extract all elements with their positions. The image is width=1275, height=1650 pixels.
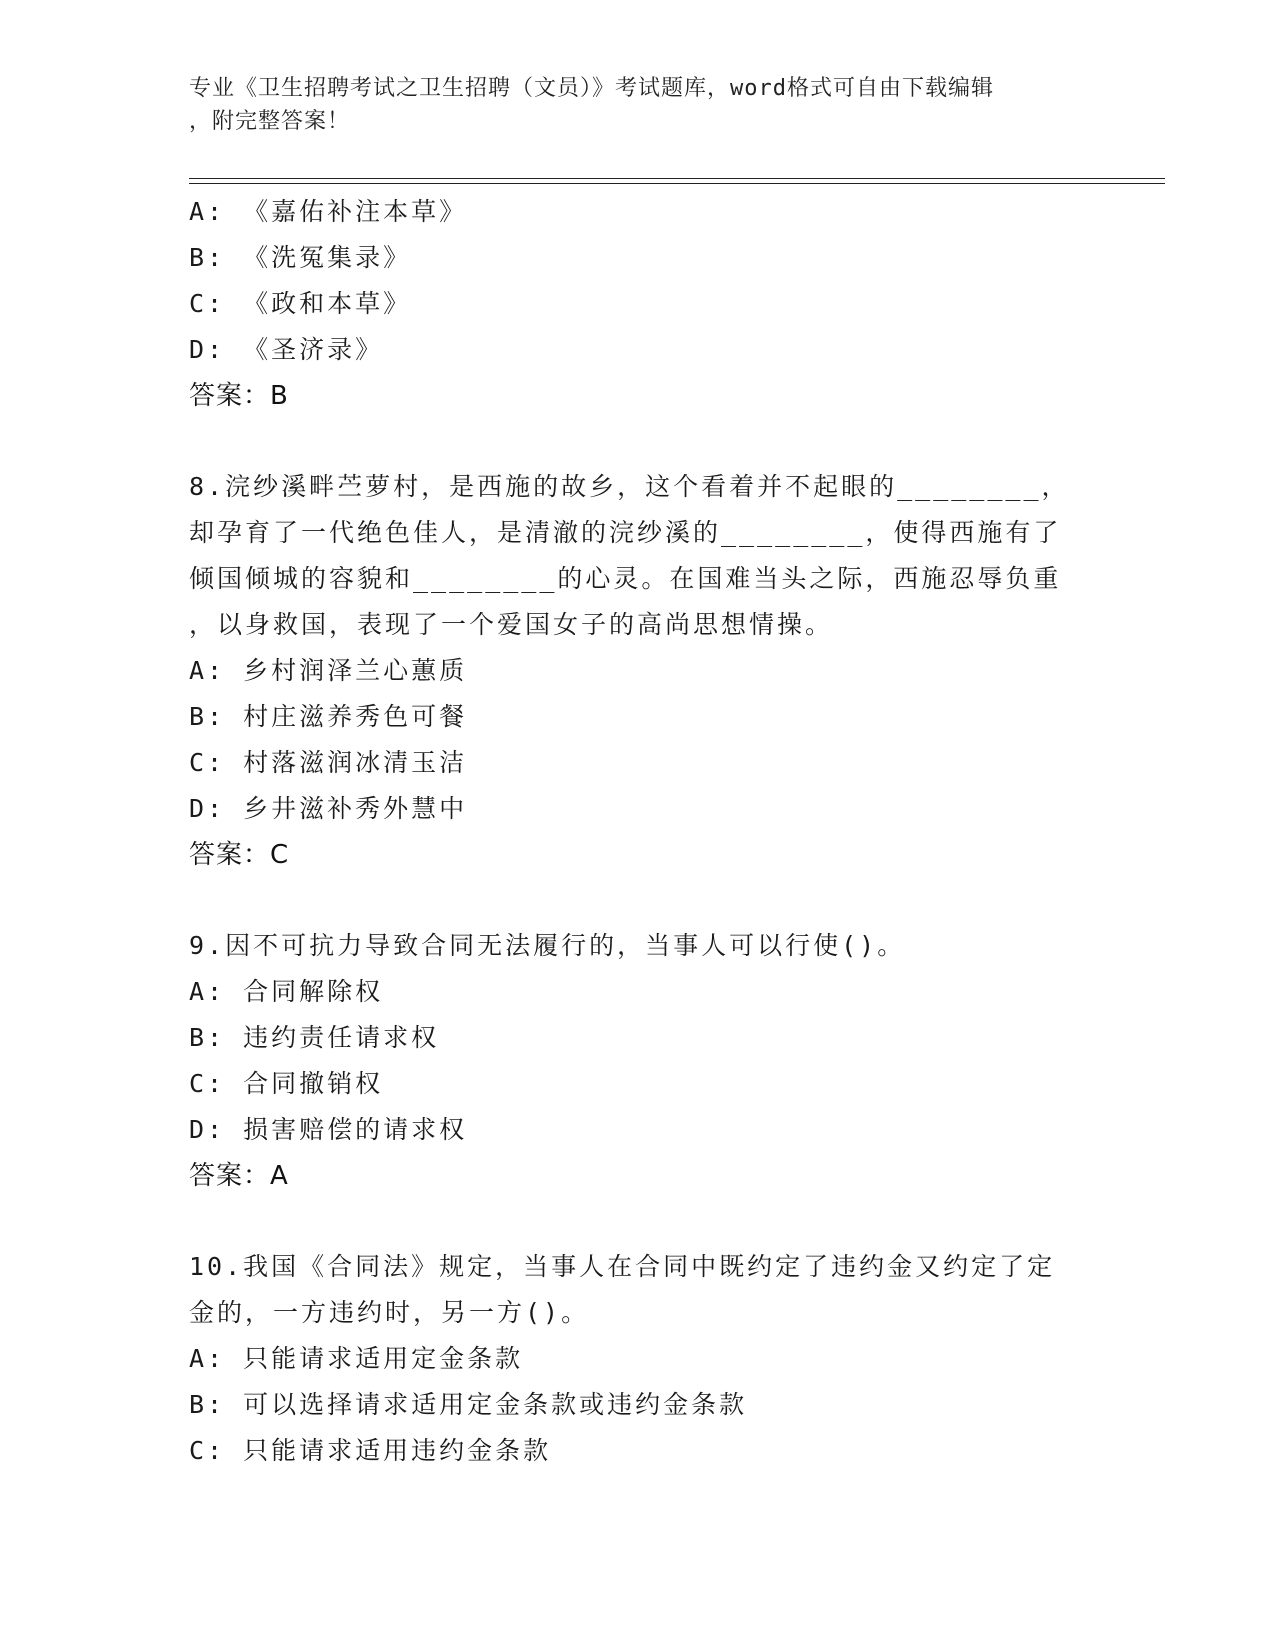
option-d: D: 损害赔偿的请求权 xyxy=(189,1115,468,1144)
option-c: C: 村落滋润冰清玉洁 xyxy=(189,748,468,777)
spacer xyxy=(189,878,1109,923)
option-b: B: 可以选择请求适用定金条款或违约金条款 xyxy=(189,1390,748,1419)
header-line-1: 专业《卫生招聘考试之卫生招聘（文员）》考试题库，word格式可自由下载编辑 xyxy=(189,76,994,101)
spacer xyxy=(189,1199,1109,1244)
option-b: B: 《洗冤集录》 xyxy=(189,243,412,272)
question-9 xyxy=(189,923,1109,1199)
option-b: B: 违约责任请求权 xyxy=(189,1023,440,1052)
header-divider-thin xyxy=(189,183,1165,184)
question-text-line: 8.浣纱溪畔苎萝村，是西施的故乡，这个看着并不起眼的________， xyxy=(189,472,1070,501)
option-c: C: 只能请求适用违约金条款 xyxy=(189,1436,552,1465)
question-list xyxy=(189,189,1109,1474)
question-text-line: ，以身救国，表现了一个爱国女子的高尚思想情操。 xyxy=(189,610,834,639)
question-text-line: 金的，一方违约时，另一方()。 xyxy=(189,1298,590,1327)
question-7 xyxy=(189,189,1109,419)
question-8 xyxy=(189,464,1109,878)
answer-line: 答案：B xyxy=(189,381,289,411)
document-header xyxy=(189,72,1069,138)
header-line-2: ，附完整答案！ xyxy=(189,109,351,134)
answer-line: 答案：C xyxy=(189,840,290,870)
answer-line: 答案：A xyxy=(189,1161,289,1191)
header-divider-thick xyxy=(189,178,1165,179)
question-text-line: 倾国倾城的容貌和________的心灵。在国难当头之际，西施忍辱负重 xyxy=(189,564,1062,593)
option-b: B: 村庄滋养秀色可餐 xyxy=(189,702,468,731)
option-a: A: 乡村润泽兰心蕙质 xyxy=(189,656,468,685)
option-d: D: 《圣济录》 xyxy=(189,335,384,364)
option-a: A: 只能请求适用定金条款 xyxy=(189,1344,524,1373)
spacer xyxy=(189,419,1109,464)
option-c: C: 合同撤销权 xyxy=(189,1069,384,1098)
option-a: A: 《嘉佑补注本草》 xyxy=(189,197,468,226)
question-text-line: 10.我国《合同法》规定，当事人在合同中既约定了违约金又约定了定 xyxy=(189,1252,1056,1281)
option-a: A: 合同解除权 xyxy=(189,977,384,1006)
option-c: C: 《政和本草》 xyxy=(189,289,412,318)
option-d: D: 乡井滋补秀外慧中 xyxy=(189,794,468,823)
question-text-line: 却孕育了一代绝色佳人，是清澈的浣纱溪的________，使得西施有了 xyxy=(189,518,1062,547)
question-10 xyxy=(189,1244,1109,1474)
question-text-line: 9.因不可抗力导致合同无法履行的，当事人可以行使()。 xyxy=(189,931,906,960)
